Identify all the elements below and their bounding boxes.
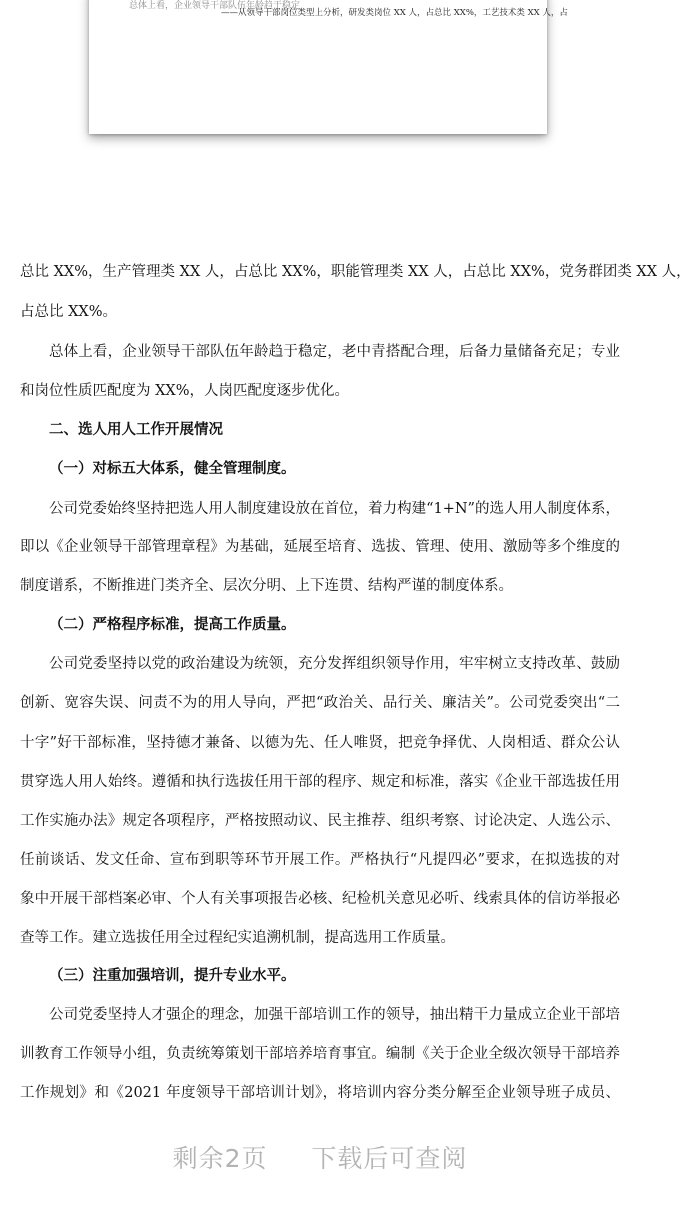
remaining-pages-text: 剩余2页 bbox=[172, 1144, 268, 1173]
document-preview-card bbox=[89, 0, 568, 134]
download-to-view-text: 下载后可查阅 bbox=[311, 1144, 468, 1173]
paragraph-line: 工作实施办法》规定各项程序，严格按照动议、民主推荐、组织考察、讨论决定、人选公示、 bbox=[20, 813, 620, 829]
paragraph-line: 工作规划》和《2021 年度领导干部培训计划》，将培训内容分类分解至企业领导班子成员、 bbox=[20, 1085, 620, 1101]
paragraph-line: 总比 XX%，生产管理类 XX 人，占总比 XX%，职能管理类 XX 人，占总比 XX%，党务群团类 XX 人， bbox=[20, 264, 691, 280]
paragraph-line: 贯穿选人用人始终。遵循和执行选拔任用干部的程序、规定和标准，落实《企业干部选拔任用 bbox=[20, 774, 620, 790]
paragraph-line: 总体上看，企业领导干部队伍年龄趋于稳定，老中青搭配合理，后备力量储备充足；专业 bbox=[49, 344, 620, 360]
paragraph-line: 查等工作。建立选拔任用全过程纪实追溯机制，提高选用工作质量。 bbox=[20, 930, 455, 946]
paragraph-line: 即以《企业领导干部管理章程》为基础，延展至培育、选拔、管理、使用、激励等多个维度的 bbox=[20, 539, 620, 555]
paragraph-line: 公司党委坚持人才强企的理念，加强干部培训工作的领导，抽出精干力量成立企业干部培 bbox=[49, 1007, 620, 1023]
download-prompt[interactable] bbox=[0, 1139, 640, 1175]
paragraph-line: 象中开展干部档案必审、个人有关事项报告必核、纪检机关意见必听、线索具体的信访举报必 bbox=[20, 891, 620, 907]
subsection-heading: （二）严格程序标准，提高工作质量。 bbox=[49, 616, 296, 633]
paragraph-line: 公司党委始终坚持把选人用人制度建设放在首位，着力构建“1+N”的选人用人制度体系， bbox=[49, 501, 620, 517]
subsection-heading: （一）对标五大体系，健全管理制度。 bbox=[49, 460, 296, 477]
preview-text-line: ——从领导干部岗位类型上分析，研发类岗位 XX 人，占总比 XX%，工艺技术类 XX 人，占 bbox=[221, 8, 568, 18]
section-heading: 二、选人用人工作开展情况 bbox=[49, 421, 223, 438]
paragraph-line: 和岗位性质匹配度为 XX%，人岗匹配度逐步优化。 bbox=[20, 383, 350, 399]
paragraph-line: 公司党委坚持以党的政治建设为统领，充分发挥组织领导作用，牢牢树立支持改革、鼓励 bbox=[49, 656, 620, 672]
paragraph-line: 制度谱系，不断推进门类齐全、层次分明、上下连贯、结构严谨的制度体系。 bbox=[20, 578, 513, 594]
paragraph-line: 任前谈话、发文任命、宣布到职等环节开展工作。严格执行“凡提四必”要求，在拟选拔的对 bbox=[20, 852, 620, 868]
preview-faded-text: 总体上看，企业领导干部队伍年龄趋于稳定 bbox=[129, 1, 301, 11]
subsection-heading: （三）注重加强培训，提升专业水平。 bbox=[49, 967, 296, 984]
paragraph-line: 十字”好干部标准，坚持德才兼备、以德为先、任人唯贤，把竞争择优、人岗相适、群众公认 bbox=[20, 735, 620, 751]
paragraph-line: 占总比 XX%。 bbox=[20, 304, 118, 320]
paragraph-line: 训教育工作领导小组，负责统筹策划干部培养培育事宜。编制《关于企业全级次领导干部培养 bbox=[20, 1046, 620, 1062]
paragraph-line: 创新、宽容失误、问责不为的用人导向，严把“政治关、品行关、廉洁关”。公司党委突出“二 bbox=[20, 695, 620, 711]
